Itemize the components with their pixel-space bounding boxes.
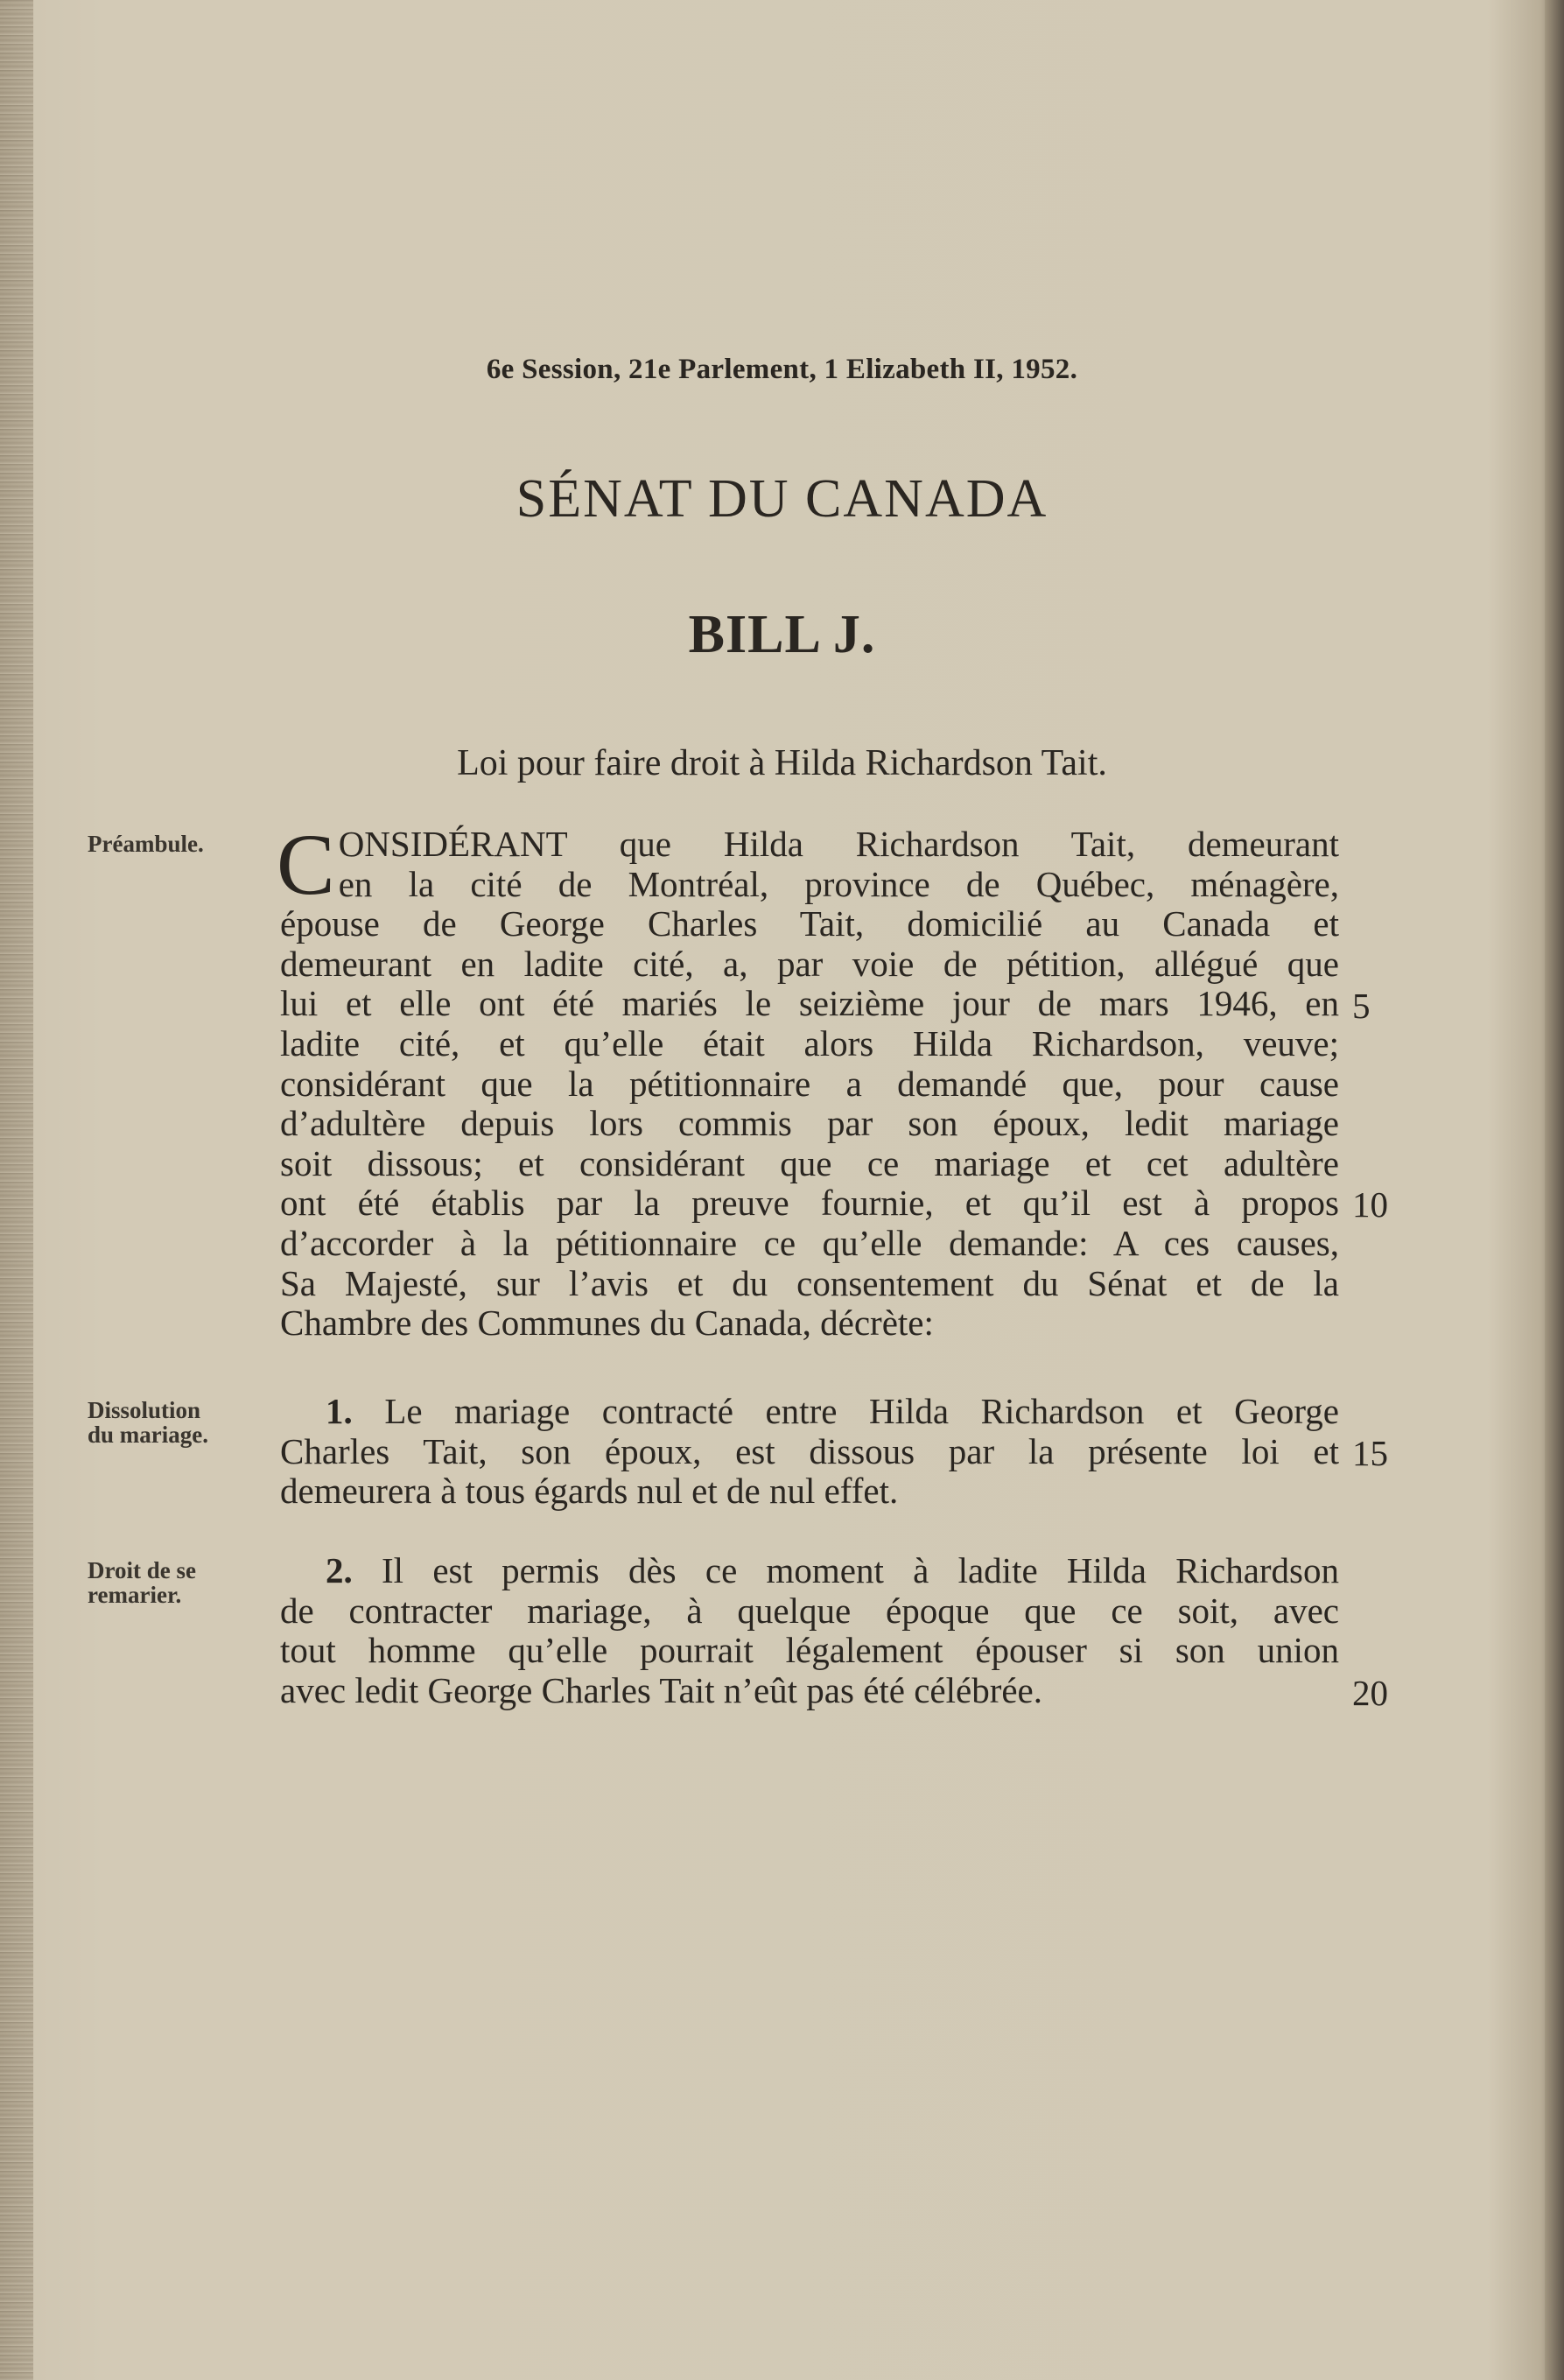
text-line (280, 1392, 1339, 1432)
margin-note-line: du mariage. (88, 1422, 208, 1448)
text-line: d’adultère depuis lors commis par son époux, ledit mariage (280, 1103, 1339, 1144)
text-line: soit dissous; et considérant que ce mariage et cet adultère (280, 1142, 1339, 1183)
text-fragment: Il est permis dès ce moment à ladite Hilda Richardson (382, 1550, 1340, 1590)
act-title: Loi pour faire droit à Hilda Richardson Tait. (457, 743, 1107, 783)
section-number: 2. (326, 1550, 353, 1590)
drop-cap: C (277, 816, 335, 913)
margin-note-preamble: Préambule. (88, 831, 204, 857)
margin-note-remarry (88, 1558, 245, 1607)
text-line: Sa Majesté, sur l’avis et du consentement du Sénat et de la (280, 1262, 1339, 1303)
bill-title: BILL J. (688, 605, 876, 664)
text-line: considérant que la pétitionnaire a demandé que, pour cause (280, 1063, 1339, 1104)
preamble-text (277, 816, 1339, 1344)
text-line (280, 1551, 1339, 1591)
line-number: 20 (1352, 1673, 1388, 1713)
text-line: ont été établis par la preuve fournie, et qu’il est à propos (280, 1183, 1339, 1224)
margin-note-line: Dissolution (88, 1397, 201, 1423)
text-line: épouse de George Charles Tait, domicilié au Canada et (280, 903, 1339, 944)
section-number: 1. (326, 1391, 353, 1431)
text-line: d’accorder à la pétitionnaire ce qu’elle demande: A ces causes, (280, 1222, 1339, 1263)
line-number: 10 (1352, 1184, 1388, 1225)
text-line: lui et elle ont été mariés le seizième jour de mars 1946, en (280, 983, 1339, 1024)
section-1 (280, 1392, 1339, 1512)
text-line: demeurera à tous égards nul et de nul effet. (280, 1471, 899, 1512)
text-line: Chambre des Communes du Canada, décrète: (280, 1302, 934, 1344)
text-line: en la cité de Montréal, province de Québec, ménagère, (338, 863, 1339, 904)
text-line: avec ledit George Charles Tait n’eût pas été célébrée. (280, 1669, 1043, 1710)
text-line: tout homme qu’elle pourrait légalement épouser si son union (280, 1630, 1339, 1671)
text-line: Charles Tait, son époux, est dissous par la présente loi et (280, 1430, 1339, 1471)
session-line: 6e Session, 21e Parlement, 1 Elizabeth II, 1952. (486, 354, 1078, 385)
text-line: de contracter mariage, à quelque époque que ce soit, avec (280, 1590, 1339, 1631)
text-line: ladite cité, et qu’elle était alors Hilda Richardson, veuve; (280, 1022, 1339, 1064)
chamber-title: SÉNAT DU CANADA (515, 469, 1049, 529)
margin-note-line: remarier. (88, 1582, 182, 1608)
text-line: ONSIDÉRANT que Hilda Richardson Tait, demeurant (338, 824, 1339, 864)
margin-note-line: Droit de se (88, 1557, 196, 1583)
line-number: 15 (1352, 1433, 1388, 1473)
text-fragment: Le mariage contracté entre Hilda Richardson et George (384, 1391, 1339, 1431)
section-2 (280, 1551, 1339, 1710)
text-line: demeurant en ladite cité, a, par voie de pétition, allégué que (280, 943, 1339, 984)
margin-note-dissolution (88, 1398, 245, 1447)
line-number: 5 (1352, 986, 1371, 1026)
